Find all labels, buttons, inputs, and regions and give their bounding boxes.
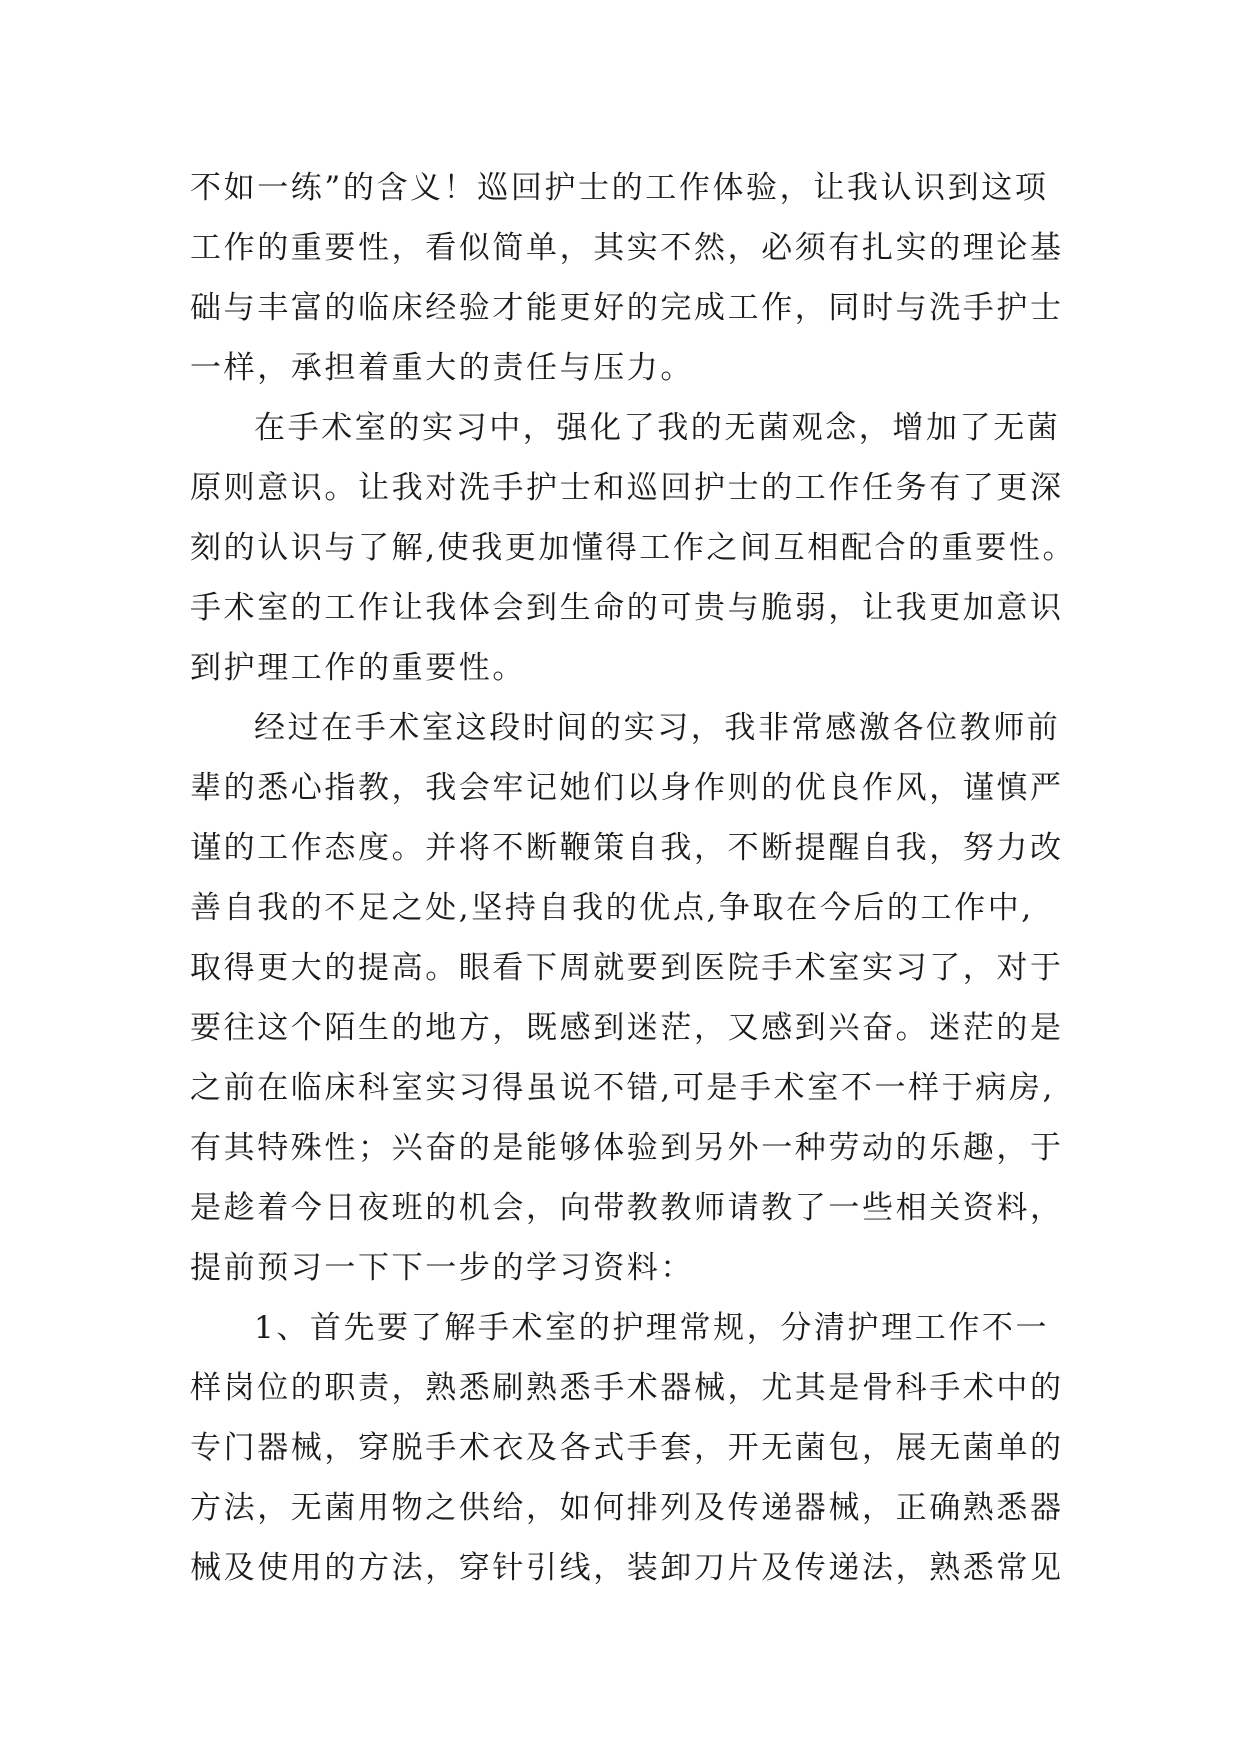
text-line: 之前在临床科室实习得虽说不错,可是手术室不一样于病房, <box>190 1070 1055 1106</box>
text-line: 善自我的不足之处,坚持自我的优点,争取在今后的工作中, <box>190 890 1034 926</box>
text-line: 一样，承担着重大的责任与压力。 <box>190 350 694 386</box>
text-line: 提前预习一下下一步的学习资料： <box>190 1250 694 1286</box>
text-line: 要往这个陌生的地方，既感到迷茫，又感到兴奋。迷茫的是 <box>190 1010 1064 1046</box>
text-line: 谨的工作态度。并将不断鞭策自我，不断提醒自我，努力改 <box>190 830 1064 866</box>
text-line: 械及使用的方法，穿针引线，装卸刀片及传递法，熟悉常见 <box>190 1550 1064 1586</box>
text-line: 辈的悉心指教，我会牢记她们以身作则的优良作风，谨慎严 <box>190 770 1064 806</box>
text-line: 工作的重要性，看似简单，其实不然，必须有扎实的理论基 <box>190 230 1064 266</box>
paragraph-start-line: 1、首先要了解手术室的护理常规，分清护理工作不一 <box>254 1310 1050 1346</box>
text-line: 专门器械，穿脱手术衣及各式手套，开无菌包，展无菌单的 <box>190 1430 1064 1466</box>
text-line: 取得更大的提高。眼看下周就要到医院手术室实习了，对于 <box>190 950 1064 986</box>
text-line: 原则意识。让我对洗手护士和巡回护士的工作任务有了更深 <box>190 470 1064 506</box>
text-line: 刻的认识与了解,使我更加懂得工作之间互相配合的重要性。 <box>190 530 1077 566</box>
text-line: 是趁着今日夜班的机会，向带教教师请教了一些相关资料， <box>190 1190 1064 1226</box>
paragraph-start-line: 经过在手术室这段时间的实习，我非常感激各位教师前 <box>254 710 1061 746</box>
text-line: 础与丰富的临床经验才能更好的完成工作，同时与洗手护士 <box>190 290 1064 326</box>
text-line: 不如一练”的含义！巡回护士的工作体验，让我认识到这项 <box>190 170 1049 206</box>
paragraph-start-line: 在手术室的实习中，强化了我的无菌观念，增加了无菌 <box>254 410 1061 446</box>
body-text <box>190 158 1077 1598</box>
text-line: 有其特殊性；兴奋的是能够体验到另外一种劳动的乐趣，于 <box>190 1130 1064 1166</box>
text-line: 样岗位的职责，熟悉刷熟悉手术器械，尤其是骨科手术中的 <box>190 1370 1064 1406</box>
text-line: 到护理工作的重要性。 <box>190 650 526 686</box>
text-line: 手术室的工作让我体会到生命的可贵与脆弱，让我更加意识 <box>190 590 1064 626</box>
text-line: 方法，无菌用物之供给，如何排列及传递器械，正确熟悉器 <box>190 1490 1064 1526</box>
